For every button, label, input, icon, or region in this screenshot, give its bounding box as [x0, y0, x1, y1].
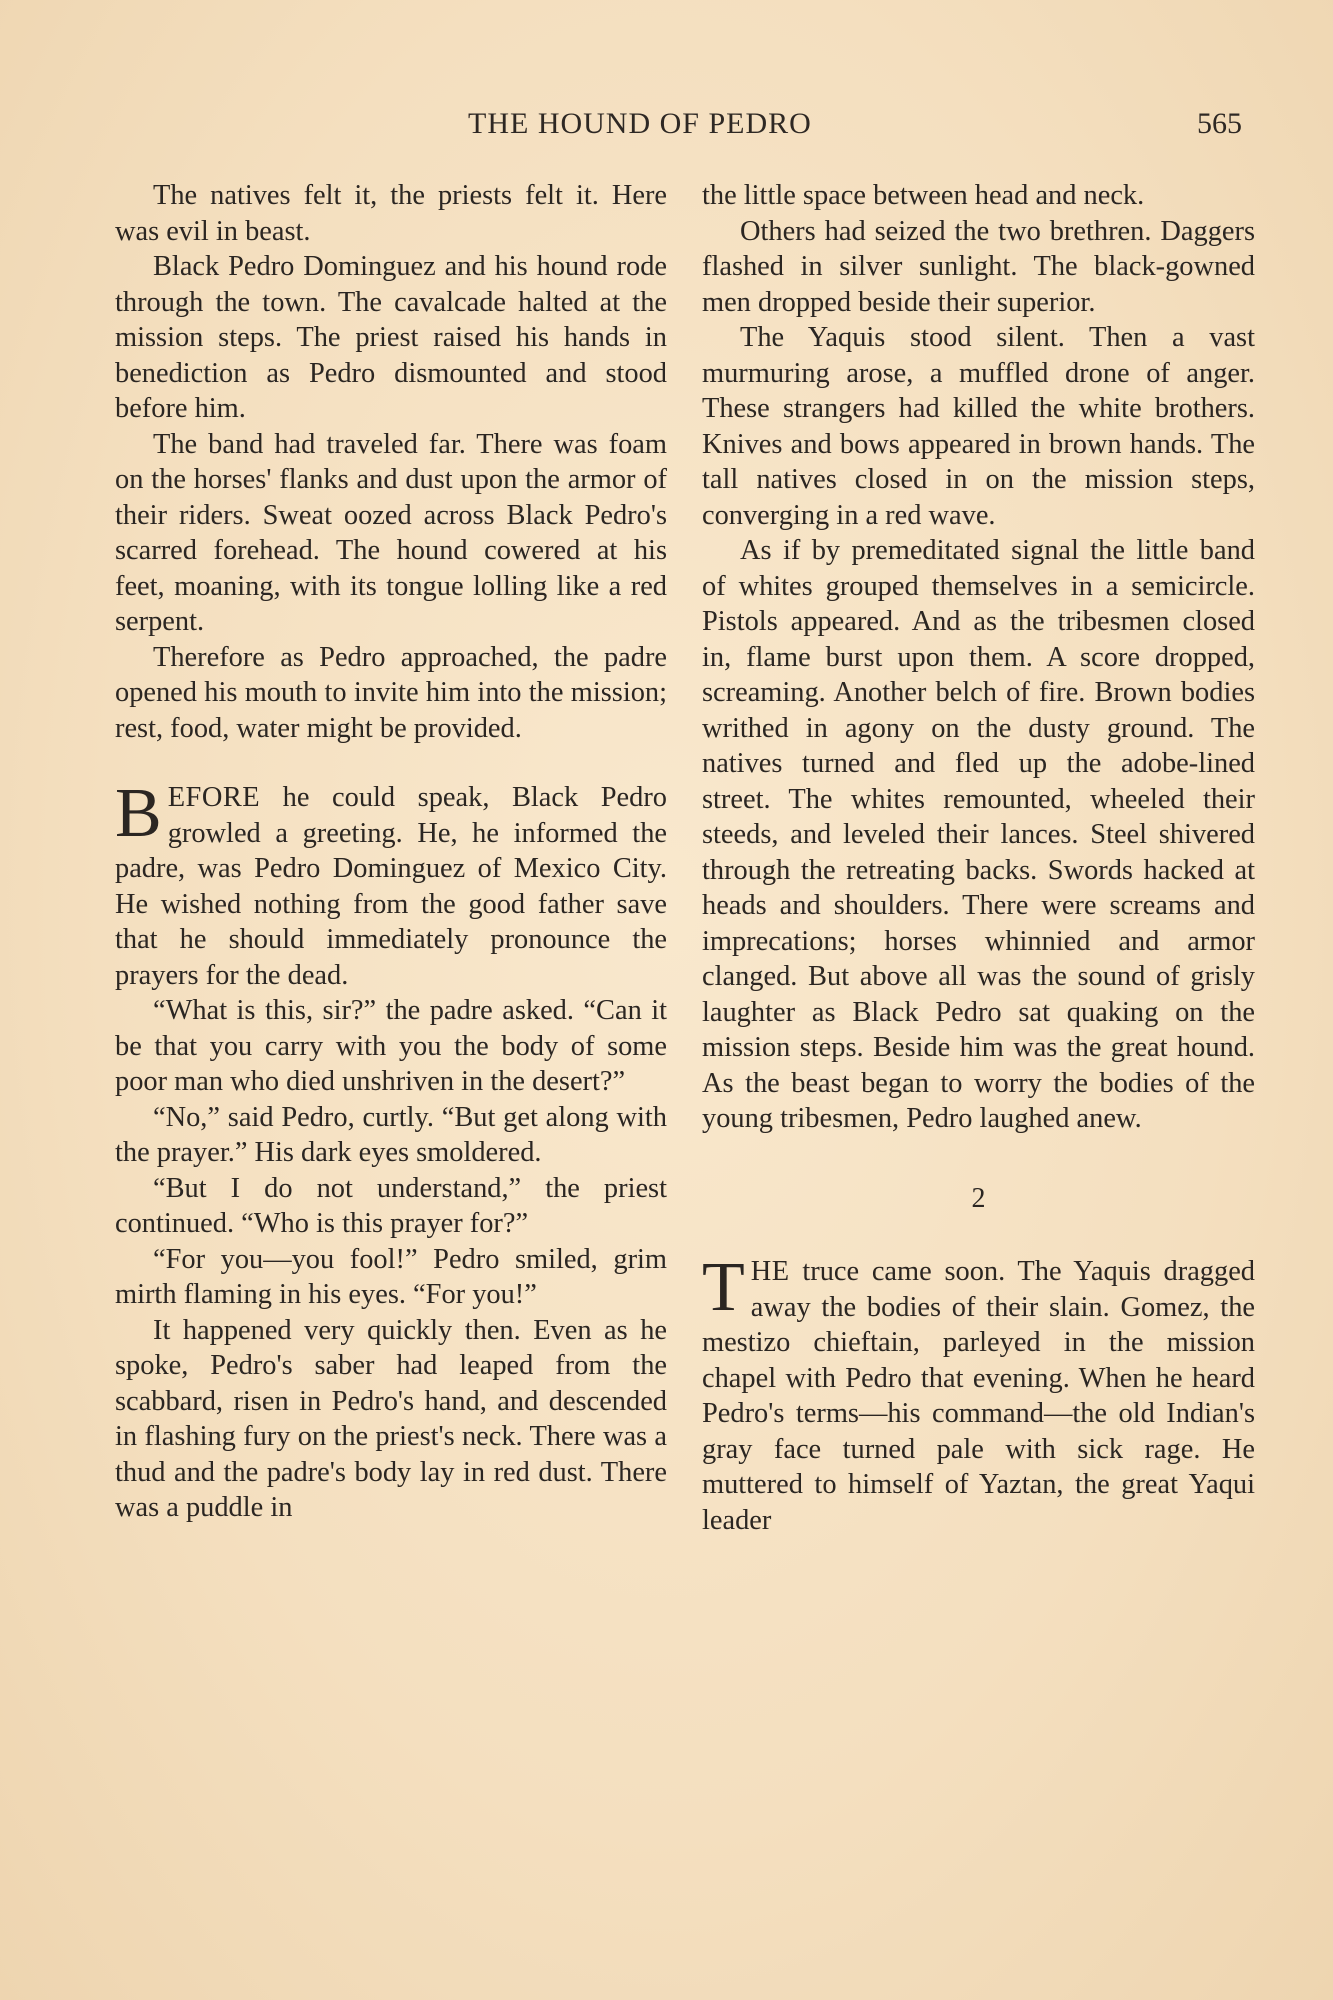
small-caps-lead: EFORE: [167, 782, 261, 813]
paragraph: Therefore as Pedro approached, the padre opened his mouth to invite him into the mission; rest, food, water might be provided.: [115, 641, 667, 744]
paragraph: “What is this, sir?” the padre asked. “Can it be that you carry with you the body of some poor man who died unshriven in the desert?”: [115, 995, 667, 1097]
drop-cap: T: [702, 1249, 745, 1326]
paragraph: the little space between head and neck.: [702, 180, 1145, 211]
paragraph-with-dropcap: [702, 1249, 1255, 1538]
paragraph: Others had seized the two brethren. Daggers flashed in silver sunlight. The black-gowned men dropped beside their superior.: [702, 215, 1255, 318]
small-caps-lead: HE: [750, 1256, 790, 1287]
paragraph: “No,” said Pedro, curtly. “But get along with the prayer.” His dark eyes smoldered.: [115, 1101, 667, 1168]
paragraph: The band had traveled far. There was foam on the horses' flanks and dust upon the armor of their riders. Sweat oozed across Black Pedro's scarred forehead. The hound cowered at his feet, moaning, with its tongue lolling like a red serpent.: [115, 428, 667, 637]
page-number: 565: [1197, 107, 1242, 140]
paragraph: “But I do not understand,” the priest continued. “Who is this prayer for?”: [115, 1172, 667, 1239]
paragraph-text: he could speak, Black Pedro growled a greeting. He, he informed the padre, was Pedro Dominguez of Mexico City. He wished nothing from the good father save that he should immediately pronounce the prayers for the dead.: [115, 782, 667, 991]
paragraph: “For you—you fool!” Pedro smiled, grim mirth flaming in his eyes. “For you!”: [115, 1243, 667, 1310]
left-column: [115, 178, 667, 1526]
paragraph: As if by premeditated signal the little band of whites grouped themselves in a semicircle. Pistols appeared. And as the tribesmen closed in, flame burst upon them. A score dropped, screaming. Another belch of fire. Brown bodies writhed in agony on the dusty ground. The natives turned and fled up the adobe-lined street. The whites remounted, wheeled their steeds, and leveled their lances. Steel shivered through the retreating backs. Swords hacked at heads and shoulders. There were screams and imprecations; horses whinnied and armor clanged. But above all was the sound of grisly laughter as Black Pedro sat quaking on the mission steps. Beside him was the great hound. As the beast began to worry the bodies of the young tribesmen, Pedro laughed anew.: [702, 535, 1255, 1134]
section-number: 2: [971, 1182, 986, 1214]
paragraph: It happened very quickly then. Even as he spoke, Pedro's saber had leaped from the scabbard, risen in Pedro's hand, and descended in flashing fury on the priest's neck. There was a thud and the padre's body lay in red dust. There was a puddle in: [115, 1314, 667, 1523]
paragraph-with-dropcap: [115, 775, 667, 993]
right-column: [702, 178, 1255, 1538]
paragraph: Black Pedro Dominguez and his hound rode through the town. The cavalcade halted at the mission steps. The priest raised his hands in benediction as Pedro dismounted and stood before him.: [115, 251, 667, 424]
paragraph: The Yaquis stood silent. Then a vast murmuring arose, a muffled drone of anger. These strangers had killed the white brothers. Knives and bows appeared in brown hands. The tall natives closed in on the mission steps, converging in a red wave.: [702, 322, 1255, 531]
drop-cap: B: [115, 775, 162, 852]
running-title: THE HOUND OF PEDRO: [468, 107, 812, 140]
paragraph: The natives felt it, the priests felt it. Here was evil in beast.: [115, 180, 667, 247]
running-head: [0, 107, 1333, 147]
paragraph-text: truce came soon. The Yaquis dragged away the bodies of their slain. Gomez, the mestizo chieftain, parleyed in the mission chapel with Pedro that evening. When he heard Pedro's terms—his command—the old Indian's gray face turned pale with sick rage. He muttered to himself of Yaztan, the great Yaqui leader: [702, 1256, 1255, 1536]
